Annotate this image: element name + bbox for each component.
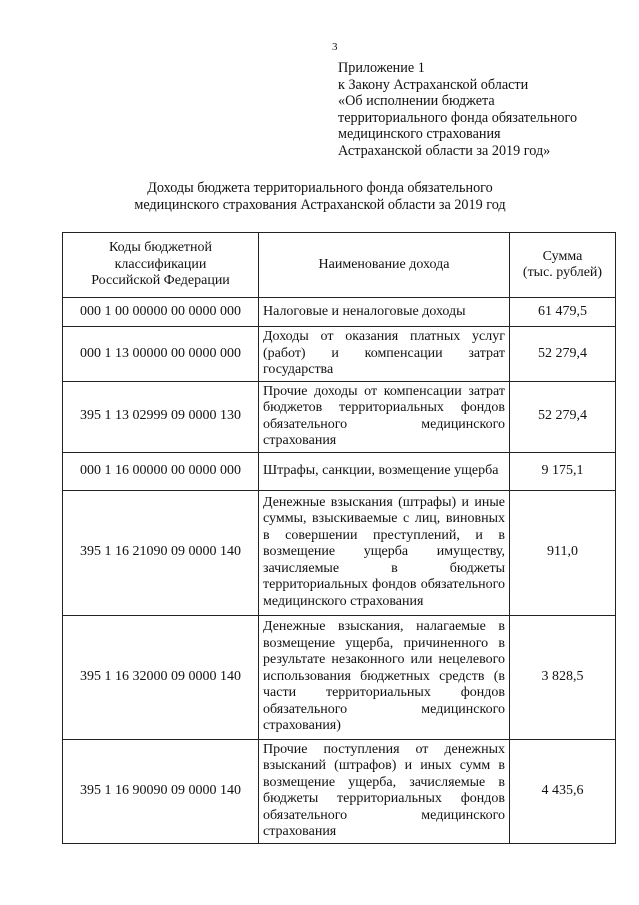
appendix-line: территориального фонда обязательного xyxy=(338,109,578,126)
appendix-line: к Закону Астраханской области xyxy=(338,76,529,93)
row-amount: 52 279,4 xyxy=(510,327,616,382)
row-name: Прочие доходы от компенсации затрат бюджетов территориальных фондов обязательного медицинского страхования xyxy=(259,381,510,452)
table-row xyxy=(63,490,616,615)
revenue-table xyxy=(62,232,616,844)
title-line: Доходы бюджета территориального фонда обязательного xyxy=(147,180,493,196)
table-row xyxy=(63,298,616,327)
document-title xyxy=(60,180,580,214)
page-number: 3 xyxy=(332,41,338,53)
row-code: 000 1 16 00000 00 0000 000 xyxy=(63,452,259,490)
table-row xyxy=(63,739,616,843)
appendix-line: «Об исполнении бюджета xyxy=(338,93,495,109)
header-sum-line: (тыс. рублей) xyxy=(522,265,603,280)
row-amount: 9 175,1 xyxy=(510,452,616,490)
header-code-line: Российской Федерации xyxy=(91,273,230,289)
table-row xyxy=(63,381,616,452)
header-sum-line: Сумма xyxy=(542,248,583,264)
row-name: Доходы от оказания платных услуг (работ) и компенсации затрат государства xyxy=(259,327,510,382)
header-code xyxy=(63,233,259,298)
title-line: медицинского страхования Астраханской области за 2019 год xyxy=(134,197,506,213)
appendix-line: Астраханской области за 2019 год» xyxy=(338,142,551,159)
row-amount: 3 828,5 xyxy=(510,615,616,739)
row-code: 000 1 00 00000 00 0000 000 xyxy=(63,298,259,327)
header-sum xyxy=(510,233,616,298)
row-amount: 4 435,6 xyxy=(510,739,616,843)
table-header-row xyxy=(63,233,616,298)
row-code: 000 1 13 00000 00 0000 000 xyxy=(63,327,259,382)
row-code: 395 1 16 90090 09 0000 140 xyxy=(63,739,259,843)
appendix-note xyxy=(338,60,628,159)
row-name: Налоговые и неналоговые доходы xyxy=(259,298,510,327)
header-code-line: классификации xyxy=(114,256,207,272)
row-amount: 52 279,4 xyxy=(510,381,616,452)
row-code: 395 1 16 32000 09 0000 140 xyxy=(63,615,259,739)
appendix-line: Приложение 1 xyxy=(338,60,425,76)
row-name: Штрафы, санкции, возмещение ущерба xyxy=(259,452,510,490)
table-row xyxy=(63,327,616,382)
row-name: Денежные взыскания, налагаемые в возмещение ущерба, причиненного в результате незаконного или нецелевого использования бюджетных средств (в части территориальных фондов обязательного медицинского страхования) xyxy=(259,615,510,739)
row-name: Денежные взыскания (штрафы) и иные суммы, взыскиваемые с лиц, виновных в совершении преступлений, и в возмещение ущерба имуществу, зачисляемые в бюджеты территориальных фондов обязательного медицинского страхования xyxy=(259,490,510,615)
header-code-line: Коды бюджетной xyxy=(108,240,213,256)
appendix-line: медицинского страхования xyxy=(338,126,501,142)
row-amount: 61 479,5 xyxy=(510,298,616,327)
header-name: Наименование дохода xyxy=(259,233,510,298)
row-code: 395 1 13 02999 09 0000 130 xyxy=(63,381,259,452)
row-amount: 911,0 xyxy=(510,490,616,615)
table-row xyxy=(63,615,616,739)
table-row xyxy=(63,452,616,490)
row-name: Прочие поступления от денежных взысканий (штрафов) и иных сумм в возмещение ущерба, зачисляемые в бюджеты территориальных фондов обязательного медицинского страхования xyxy=(259,739,510,843)
row-code: 395 1 16 21090 09 0000 140 xyxy=(63,490,259,615)
